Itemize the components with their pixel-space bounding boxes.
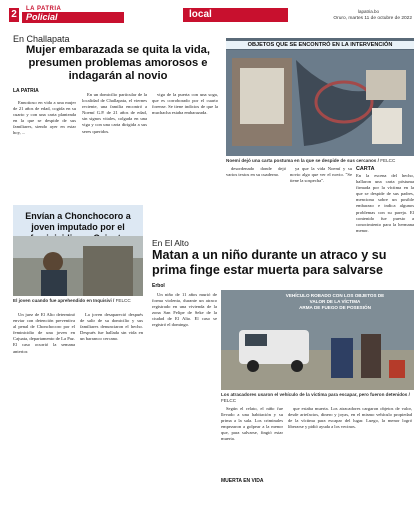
story1-photo: [226, 38, 414, 156]
story1-photo-title: OBJETOS QUE SE ENCONTRÓ EN LA INTERVENCIÓN: [226, 41, 414, 49]
dateline: Oruro, martes 11 de octubre de 2022: [333, 16, 412, 21]
website: lapatria.bo: [358, 9, 380, 14]
story3-photo: [221, 290, 414, 390]
story1-col4-text: desordenado donde dejó varios textos en su cuaderno.: [226, 166, 286, 178]
story1-sidebar: [356, 166, 414, 236]
story2-photo-caption: El joven cuando fue aprehendido en Inquisivi /: [13, 298, 115, 303]
story2-headline: Envían a Chonchocoro a joven imputado por el: [25, 211, 131, 233]
story3-col3-text: que estaba muerta. Los atracadores cargaron objetos de valor, desde artefactos, dinero y joyas, en el mismo vehículo propiedad de la víctima para escapar del lugar. Luego, la menor logró liberarse y pidió ayuda a los vecinos.: [288, 406, 412, 430]
story1-col5: [290, 166, 352, 236]
story2-photo-art: [13, 236, 143, 296]
story3-photo-subtitle: ARMA DE FUEGO DE POSESIÓN: [299, 305, 371, 310]
story1-col2: [82, 92, 147, 196]
story1-kicker: En Challapata: [13, 34, 70, 44]
story1-sidebar-text: En la escena del hecho, hallaron una carta póstuma firmada por la víctima en la que se despide de sus padres, menciona sobre un posible embarazo e indica algunos problemas con su pareja. El contenido fue puesto a conocimiento para la hermana menor.: [356, 173, 414, 233]
story1-photo-caption-row: [226, 158, 414, 164]
story3-photo-credit: FELCC: [221, 397, 237, 403]
story2-photo-credit: FELCC: [115, 298, 131, 303]
story2-col1-text: Un juez de El Alto determinó enviar con detención preventiva al penal de Chonchocoro por el feminicidio de una joven en Cajuata, departamento de La Paz. El caso ocurrió la semana anterior.: [13, 312, 75, 354]
story1-col4: [226, 166, 286, 236]
story2-photo: [13, 236, 143, 296]
story2-caption-row: [13, 298, 143, 304]
page-number: 2: [9, 8, 19, 22]
story2-col1: [13, 312, 75, 520]
story1-col5-text: ya que la vida Noemí y su novio algo que ver el novio. "Se tiene la sospecha".: [290, 166, 352, 184]
story1-col3: [152, 92, 218, 232]
story3-col2-text: Según el relato, el niño fue llevado a una habitación y su prima a la sala. Los criminales empezaron a golpear a la menor que, para salvarse, fingió estar muerta.: [221, 406, 283, 442]
story3-col1: [152, 292, 217, 520]
story1-photo-caption: Noemí dejó una carta postuma en la que se despide de sus cercanos /: [226, 158, 379, 163]
section-tab: local: [183, 8, 288, 22]
story3-photo-caption: Los atracadores usaron el vehículo de la víctima para escapar, pero fueron detenidos /: [221, 392, 410, 397]
story2-col2-text: La joven desapareció después de salir de su domicilio y sus familiares denunciaron el hecho. Después fue hallada sin vida en un barranco cercano.: [80, 312, 143, 342]
story1-photo-credit: FELCC: [380, 158, 396, 163]
story1-sidebar-kicker: CARTA: [356, 166, 375, 172]
story1-headline: Mujer embarazada se quita la vida, presumen problemas amorosos e indagarán al novio: [25, 44, 211, 82]
story1-col3-text: viga de la puerta con una soga, que es corroborado por el cuarto forense. Se tiene indicios de que la muchacha estaba embarazada.: [152, 92, 218, 116]
story3-caption-row: [221, 392, 414, 403]
story3-col2: [221, 406, 283, 476]
story3-headline: Matan a un niño durante un atraco y su prima finge estar muerta para salvarse: [152, 248, 387, 277]
story3-subhead: MUERTA EN VIDA: [221, 478, 264, 484]
brand-logo: [22, 6, 124, 24]
story1-byline: LA PATRIA: [13, 88, 39, 94]
brand-top: LA PATRIA: [26, 6, 62, 12]
page-header: [0, 0, 420, 30]
story1-col1: [13, 100, 76, 196]
story2-col2: [80, 312, 143, 520]
story3-col1-text: Un niño de 11 años murió de forma violenta, durante un atraco registrado en una vivienda de la zona San Felipe de Seke de la ciudad de El Alto. El caso se registró el domingo.: [152, 292, 217, 328]
brand-bottom: Policial: [22, 12, 124, 23]
story3-kicker: En El Alto: [152, 238, 189, 248]
story3-photo-title: VEHÍCULO ROBADO CON LOS OBJETOS DE VALOR DE LA VÍCTIMA: [285, 293, 385, 304]
story1-col1-text: Ennotioso en vida a una mujer de 21 años de edad, cogida en su cuarto y con una carta planteada en la que se despide de sus familiares, siendo ayer en estar hoy, ...: [13, 100, 76, 136]
story1-col2-text: En un domicilio particular de la localidad de Challapata, el viernes reciente, una familia encontró a Noemí G.P. de 21 años de edad, sin signos vitales, colgada en una viga y con una carta dirigida a sus seres queridos.: [82, 92, 147, 134]
story3-byline: Erbol: [152, 283, 165, 289]
story1-photo-art: [226, 50, 414, 156]
story3-col3: [288, 406, 412, 520]
